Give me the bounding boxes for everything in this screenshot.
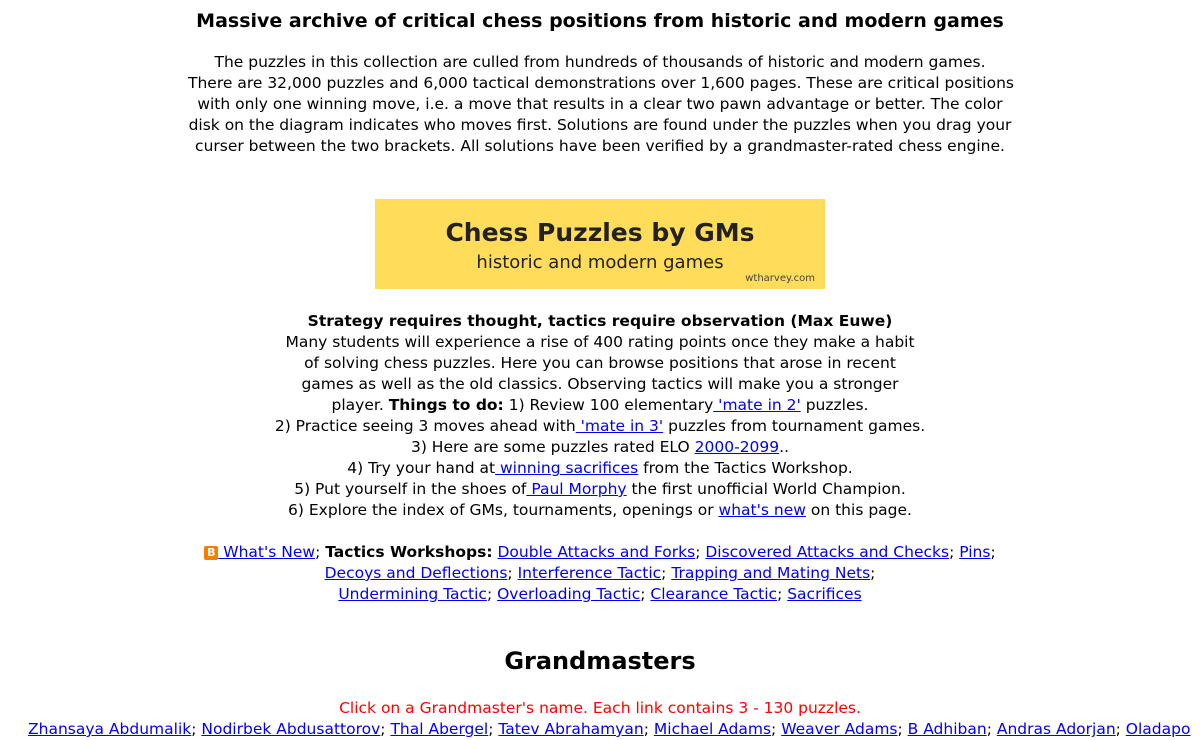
guide-quote — [0, 311, 1200, 332]
banner-image — [375, 199, 825, 289]
whats-new-link[interactable]: what's new — [718, 501, 806, 519]
guide-line-step2 — [0, 416, 1200, 437]
guide-text: the first unofficial World Champion. — [631, 480, 906, 498]
page-headline: Massive archive of critical chess positions from historic and modern games — [196, 10, 1004, 32]
grandmaster-list: Zhansaya Abdumalik; Nodirbek Abdusattorov; Thal Abergel; Tatev Abrahamyan; Michael Adams; Weaver Adams; B Adhiban; Andras Adorjan; Oladapo — [28, 720, 1191, 738]
grandmaster-link[interactable]: B Adhiban — [907, 720, 987, 738]
blogger-icon[interactable]: B — [204, 546, 218, 560]
guide-line-step1 — [0, 395, 1200, 416]
workshops-line: Undermining Tactic; Overloading Tactic; Clearance Tactic; Sacrifices — [338, 585, 862, 603]
guide-text: 2) Practice seeing 3 moves ahead with — [274, 417, 576, 435]
workshop-link[interactable]: Double Attacks and Forks — [497, 543, 696, 561]
grandmaster-link[interactable]: Tatev Abrahamyan — [498, 720, 644, 738]
guide-section — [0, 311, 1200, 521]
mate-in-2-link[interactable]: 'mate in 2' — [713, 396, 801, 414]
tactics-workshops — [0, 542, 1200, 605]
grandmaster-link[interactable]: Michael Adams — [653, 720, 772, 738]
guide-line-step4 — [0, 458, 1200, 479]
guide-line-step6 — [0, 500, 1200, 521]
things-to-do-label: Things to do: — [388, 396, 504, 414]
intro-paragraph — [188, 52, 1012, 157]
guide-text: on this page. — [810, 501, 912, 519]
guide-text: puzzles from tournament games. — [668, 417, 926, 435]
workshops-label: Tactics Workshops: — [325, 543, 493, 561]
workshop-link[interactable]: Discovered Attacks and Checks — [705, 543, 950, 561]
workshop-link[interactable]: Overloading Tactic — [497, 585, 641, 603]
guide-text: 1) Review 100 elementary — [508, 396, 714, 414]
guide-line-step5 — [0, 479, 1200, 500]
grandmaster-link[interactable]: Weaver Adams — [781, 720, 898, 738]
workshop-link[interactable]: Interference Tactic — [517, 564, 662, 582]
mate-in-3-link[interactable]: 'mate in 3' — [575, 417, 664, 435]
guide-text: from the Tactics Workshop. — [643, 459, 853, 477]
whats-new-blog-link[interactable]: What's New — [218, 543, 316, 561]
guide-line: Many students will experience a rise of 400 rating points once they make a habit — [285, 333, 915, 351]
grandmaster-link[interactable]: Oladapo — [1125, 720, 1191, 738]
workshop-link[interactable]: Sacrifices — [787, 585, 862, 603]
intro-line: with only one winning move, i.e. a move that results in a clear two pawn advantage or better. The color — [197, 95, 1003, 113]
winning-sacrifices-link[interactable]: winning sacrifices — [495, 459, 639, 477]
workshop-link[interactable]: Undermining Tactic — [338, 585, 487, 603]
grandmaster-link[interactable]: Nodirbek Abdusattorov — [201, 720, 381, 738]
guide-text: .. — [779, 438, 790, 456]
elo-2000-link[interactable]: 2000-2099 — [694, 438, 780, 456]
guide-line-step3 — [0, 437, 1200, 458]
workshops-line: B What's New; Tactics Workshops: Double Attacks and Forks; Discovered Attacks and Checks; Pins; — [0, 542, 1200, 563]
guide-text: puzzles. — [805, 396, 869, 414]
workshop-link[interactable]: Decoys and Deflections — [324, 564, 508, 582]
guide-line: of solving chess puzzles. Here you can browse positions that arose in recent — [304, 354, 896, 372]
grandmasters-note: Click on a Grandmaster's name. Each link contains 3 - 130 puzzles. — [339, 699, 861, 717]
workshops-line: Decoys and Deflections; Interference Tactic; Trapping and Mating Nets; — [324, 564, 876, 582]
workshop-link[interactable]: Trapping and Mating Nets — [671, 564, 871, 582]
grandmasters-heading: Grandmasters — [504, 647, 696, 675]
paul-morphy-link[interactable]: Paul Morphy — [526, 480, 627, 498]
workshop-link[interactable]: Pins — [959, 543, 991, 561]
grandmaster-link[interactable]: Zhansaya Abdumalik — [28, 720, 192, 738]
intro-line: There are 32,000 puzzles and 6,000 tactical demonstrations over 1,600 pages. These are critical positions — [188, 74, 1014, 92]
banner-title: Chess Puzzles by GMs — [445, 218, 755, 247]
banner-subtitle: historic and modern games — [476, 252, 724, 273]
guide-text: 6) Explore the index of GMs, tournaments, openings or — [288, 501, 714, 519]
banner-site: wtharvey.com — [745, 273, 815, 284]
quote-text: Strategy requires thought, tactics require observation (Max Euwe) — [307, 312, 893, 330]
guide-line: games as well as the old classics. Observing tactics will make you a stronger — [301, 375, 899, 393]
guide-text: 5) Put yourself in the shoes of — [294, 480, 527, 498]
grandmaster-link[interactable]: Andras Adorjan — [996, 720, 1116, 738]
workshop-link[interactable]: Clearance Tactic — [650, 585, 778, 603]
guide-text: 3) Here are some puzzles rated ELO — [410, 438, 690, 456]
intro-line: disk on the diagram indicates who moves first. Solutions are found under the puzzles when you drag your — [188, 116, 1012, 134]
grandmaster-link[interactable]: Thal Abergel — [390, 720, 489, 738]
guide-text: player. — [331, 396, 384, 414]
guide-text: 4) Try your hand at — [347, 459, 496, 477]
intro-line: The puzzles in this collection are culled from hundreds of thousands of historic and modern games. — [214, 53, 986, 71]
intro-line: curser between the two brackets. All solutions have been verified by a grandmaster-rated chess engine. — [195, 137, 1005, 155]
